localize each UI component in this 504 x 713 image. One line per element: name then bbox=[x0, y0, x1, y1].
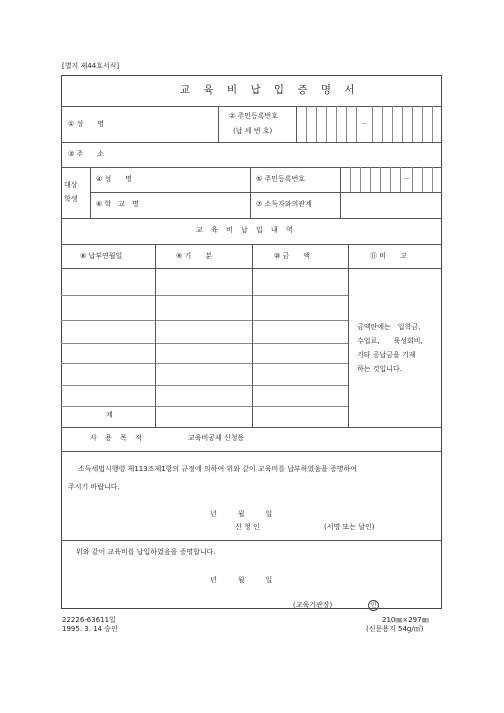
rrn-digit-box bbox=[306, 106, 307, 142]
school-name-label: ⑥ 학 교 명 bbox=[96, 200, 139, 208]
rrn-digit-box bbox=[372, 106, 373, 142]
row-line bbox=[61, 406, 349, 407]
rrn-digit-box bbox=[422, 167, 423, 192]
rrn-digit-box bbox=[336, 106, 337, 142]
request-date: 년 월 일 bbox=[210, 510, 273, 518]
row-line bbox=[61, 218, 442, 219]
column-header-date: ⑧ 납부연월일 bbox=[80, 252, 123, 260]
row-line bbox=[61, 343, 349, 344]
details-section-title: 교 육 비 납 입 내 역 bbox=[196, 226, 296, 234]
rrn-digit-box bbox=[316, 106, 317, 142]
address-label: ③ 주 소 bbox=[68, 150, 105, 158]
rrn-digit-box bbox=[432, 167, 433, 192]
rrn-dash: － bbox=[403, 175, 410, 183]
request-text: 소득세법시행령 제113조제1항의 규정에 의하여 위와 같이 교육비를 납부하였음을 증명하여 bbox=[78, 465, 358, 473]
row-line bbox=[61, 427, 442, 428]
col-line bbox=[296, 106, 297, 142]
relation-label: ⑦ 소득자와의관계 bbox=[256, 200, 312, 208]
seal-mark: 인 bbox=[368, 600, 379, 611]
row-line bbox=[61, 167, 442, 168]
row-line bbox=[61, 320, 349, 321]
row-line bbox=[90, 192, 442, 193]
row-line bbox=[61, 295, 349, 296]
remarks-note: 수업료, 육성회비, bbox=[357, 337, 423, 345]
col-line bbox=[155, 244, 156, 427]
rrn-digit-box bbox=[412, 106, 413, 142]
applicant-signature-label: 신 청 인 bbox=[235, 523, 260, 531]
row-line bbox=[61, 540, 442, 541]
rrn-digit-box bbox=[432, 106, 433, 142]
applicant-tax-number-label: (납 세 번 호) bbox=[233, 127, 273, 135]
rrn-digit-box bbox=[350, 167, 351, 192]
rrn-digit-box bbox=[390, 167, 391, 192]
rrn-digit-box bbox=[380, 167, 381, 192]
applicant-rrn-label: ② 주민등록번호 bbox=[229, 112, 279, 120]
column-header-period: ⑨ 기 분 bbox=[176, 252, 213, 260]
rrn-dash: － bbox=[361, 120, 368, 128]
remarks-note: 하는 것입니다. bbox=[357, 365, 403, 373]
purpose-value: 교육비공제 신청용 bbox=[188, 434, 245, 442]
rrn-digit-box bbox=[402, 106, 403, 142]
paper-size: 210㎜×297㎜ bbox=[382, 616, 429, 624]
row-line bbox=[61, 363, 349, 364]
applicant-name-label: ① 성 명 bbox=[68, 120, 105, 128]
sign-or-seal-label: (서명 또는 날인) bbox=[324, 523, 375, 531]
column-header-remarks: ⑪ 비 고 bbox=[370, 252, 407, 260]
remarks-note: 금액란에는 입학금, bbox=[357, 323, 421, 331]
rrn-digit-box bbox=[422, 106, 423, 142]
approval-date: 1995. 3. 14 승인 bbox=[62, 625, 118, 633]
col-line bbox=[90, 167, 91, 218]
form-number: [별지 제44호서식] bbox=[62, 62, 120, 70]
rrn-digit-box bbox=[326, 106, 327, 142]
row-line bbox=[61, 451, 442, 452]
form-title: 교 육 비 납 입 증 명 서 bbox=[180, 84, 360, 96]
row-line bbox=[61, 106, 442, 107]
column-header-amount: ⑩ 금 액 bbox=[274, 252, 311, 260]
paper-type: (신문용지 54g/㎡) bbox=[366, 625, 424, 633]
certification-text: 위와 같이 교육비를 납입하였음을 증명합니다. bbox=[76, 548, 216, 556]
rrn-digit-box bbox=[356, 106, 357, 142]
rrn-digit-box bbox=[370, 167, 371, 192]
issuer-label: (교육기관장) bbox=[293, 601, 333, 609]
rrn-digit-box bbox=[400, 167, 401, 192]
certification-date: 년 월 일 bbox=[210, 576, 273, 584]
rrn-digit-box bbox=[382, 106, 383, 142]
rrn-digit-box bbox=[392, 106, 393, 142]
row-line bbox=[61, 142, 442, 143]
rrn-digit-box bbox=[346, 106, 347, 142]
request-text: 주시기 바랍니다. bbox=[68, 483, 120, 491]
student-group-label: 학생 bbox=[64, 195, 78, 203]
rrn-digit-box bbox=[360, 167, 361, 192]
col-line bbox=[218, 106, 219, 142]
student-name-label: ④ 성 명 bbox=[96, 175, 133, 183]
form-code: 22226-63611일 bbox=[62, 616, 116, 624]
remarks-note: 기타 공납금을 기재 bbox=[357, 351, 416, 359]
row-line bbox=[61, 385, 349, 386]
col-line bbox=[252, 244, 253, 427]
student-rrn-label: ⑤ 주민등록번호 bbox=[256, 175, 306, 183]
rrn-digit-box bbox=[412, 167, 413, 192]
col-line bbox=[340, 167, 341, 218]
total-label: 계 bbox=[106, 411, 113, 419]
col-line bbox=[348, 244, 349, 427]
student-group-label: 대상 bbox=[64, 181, 78, 189]
col-line bbox=[250, 167, 251, 218]
purpose-label: 사 용 목 적 bbox=[90, 434, 145, 442]
